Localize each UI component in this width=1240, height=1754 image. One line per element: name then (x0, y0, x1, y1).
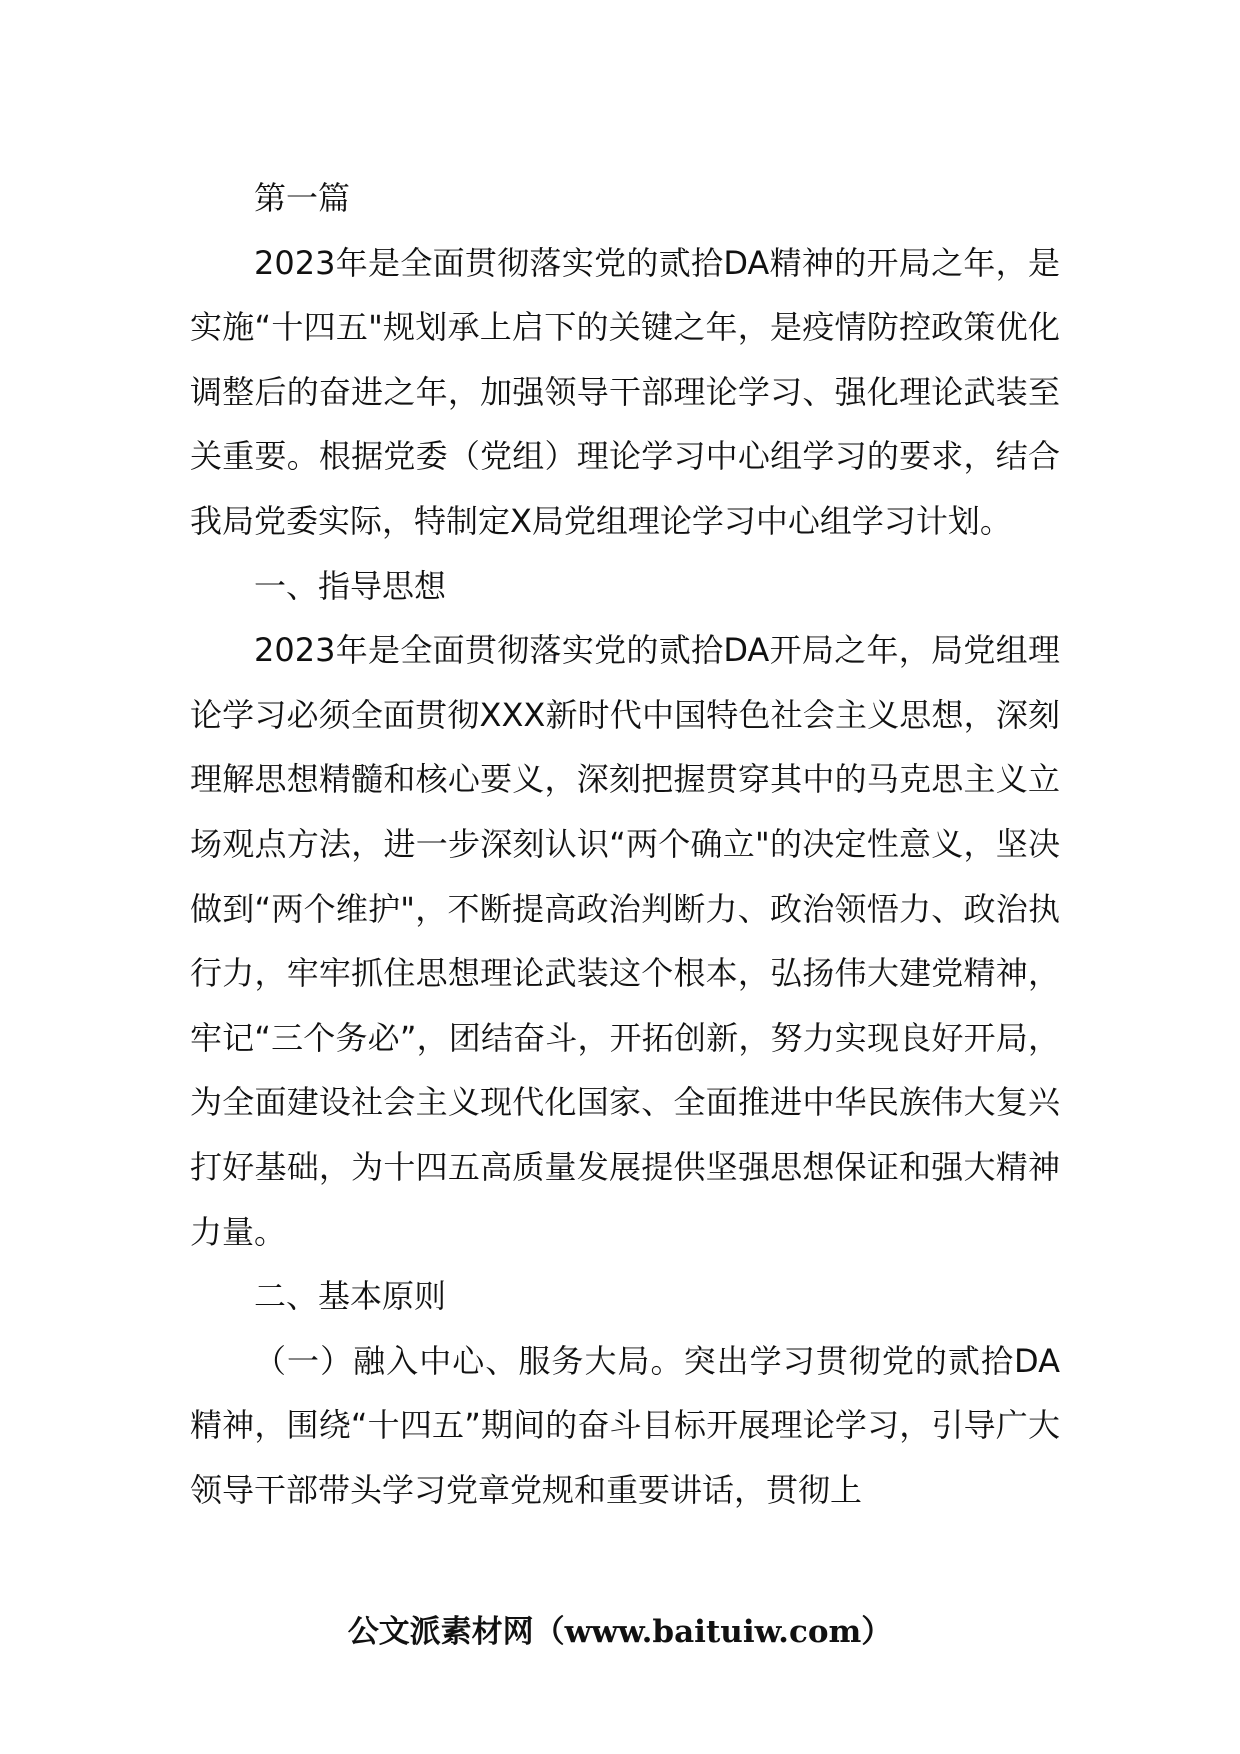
heading-basic-principles: 二、基本原则 (254, 1277, 447, 1316)
document-body (190, 166, 1060, 1522)
heading-guiding-ideology: 一、指导思想 (254, 566, 447, 605)
section-heading-part-one: 第一篇 (254, 179, 351, 217)
principle-one-paragraph: （一）融入中心、服务大局。突出学习贯彻党的贰拾DA精神，围绕“十四五”期间的奋斗目标开展理论学习，引导广大领导干部带头学习党章党规和重要讲话，贯彻上 (190, 1341, 1060, 1509)
footer-watermark: 公文派素材网（www.baituiw.com） (347, 1614, 893, 1650)
intro-paragraph: 2023年是全面贯彻落实党的贰拾DA精神的开局之年，是实施“十四五"规划承上启下的关键之年，是疫情防控政策优化调整后的奋进之年，加强领导干部理论学习、强化理论武装至关重要。根据党委（党组）理论学习中心组学习的要求，结合我局党委实际，特制定X局党组理论学习中心组学习计划。 (190, 243, 1060, 540)
guiding-ideology-paragraph: 2023年是全面贯彻落实党的贰拾DA开局之年，局党组理论学习必须全面贯彻XXX新时代中国特色社会主义思想，深刻理解思想精髓和核心要义，深刻把握贯穿其中的马克思主义立场观点方法，进一步深刻认识“两个确立"的决定性意义，坚决做到“两个维护"，不断提高政治判断力、政治领悟力、政治执行力，牢牢抓住思想理论武装这个根本，弘扬伟大建党精神，牢记“三个务必”，团结奋斗，开拓创新，努力实现良好开局，为全面建设社会主义现代化国家、全面推进中华民族伟大复兴打好基础，为十四五高质量发展提供坚强思想保证和强大精神力量。 (190, 631, 1060, 1251)
